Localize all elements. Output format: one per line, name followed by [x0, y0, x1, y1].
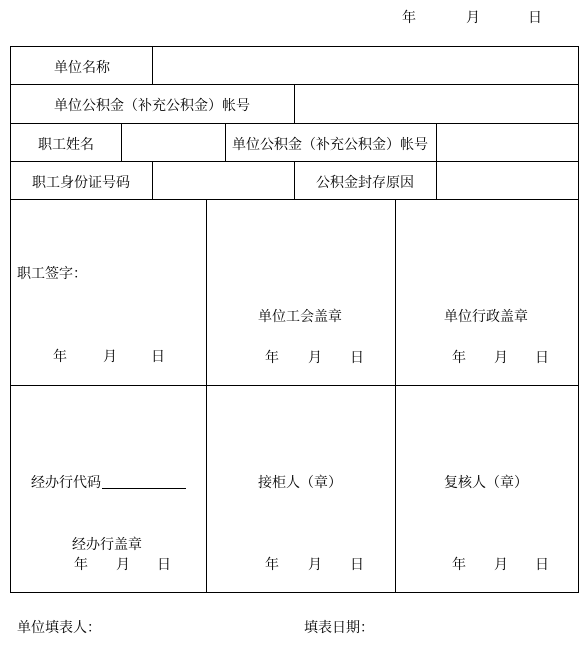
agency-seal-day: 日 [157, 557, 171, 573]
seal-reason-field[interactable] [437, 162, 578, 199]
header-month: 月 [466, 10, 480, 26]
unit-name-field[interactable] [153, 47, 578, 84]
seal-reason-label: 公积金封存原因 [316, 175, 414, 191]
employee-name-field[interactable] [122, 124, 225, 161]
id-number-field[interactable] [153, 162, 294, 199]
admin-seal-month: 月 [494, 350, 508, 366]
agency-seal-year: 年 [74, 557, 88, 573]
signature-day: 日 [151, 349, 165, 365]
teller-day: 日 [350, 557, 364, 573]
unit-fund-account-label-2: 单位公积金（补充公积金）帐号 [232, 137, 428, 153]
unit-fund-account-label: 单位公积金（补充公积金）帐号 [54, 98, 250, 114]
union-seal-label: 单位工会盖章 [258, 309, 342, 325]
admin-seal-year: 年 [452, 350, 466, 366]
unit-name-label: 单位名称 [54, 60, 110, 76]
agency-code-field[interactable] [102, 488, 186, 489]
agency-seal-label: 经办行盖章 [72, 537, 142, 553]
reviewer-label: 复核人（章） [444, 475, 528, 491]
teller-month: 月 [308, 557, 322, 573]
teller-label: 接柜人（章） [258, 475, 342, 491]
admin-seal-day: 日 [535, 350, 549, 366]
signature-year: 年 [53, 349, 67, 365]
header-year: 年 [402, 10, 416, 26]
agency-seal-month: 月 [116, 557, 130, 573]
admin-seal-label: 单位行政盖章 [444, 309, 528, 325]
header-day: 日 [528, 10, 542, 26]
fill-date-label: 填表日期： [304, 620, 374, 636]
teller-year: 年 [265, 557, 279, 573]
unit-fund-account-field-2[interactable] [437, 124, 578, 161]
employee-name-label: 职工姓名 [38, 137, 94, 153]
union-seal-year: 年 [265, 350, 279, 366]
reviewer-year: 年 [452, 557, 466, 573]
reviewer-day: 日 [535, 557, 549, 573]
filler-label: 单位填表人： [17, 620, 101, 636]
agency-code-label: 经办行代码 [31, 475, 101, 491]
signature-month: 月 [103, 349, 117, 365]
employee-signature-label: 职工签字： [17, 266, 87, 282]
union-seal-day: 日 [350, 350, 364, 366]
id-number-label: 职工身份证号码 [32, 175, 130, 191]
union-seal-month: 月 [308, 350, 322, 366]
reviewer-month: 月 [494, 557, 508, 573]
unit-fund-account-field[interactable] [295, 85, 578, 123]
